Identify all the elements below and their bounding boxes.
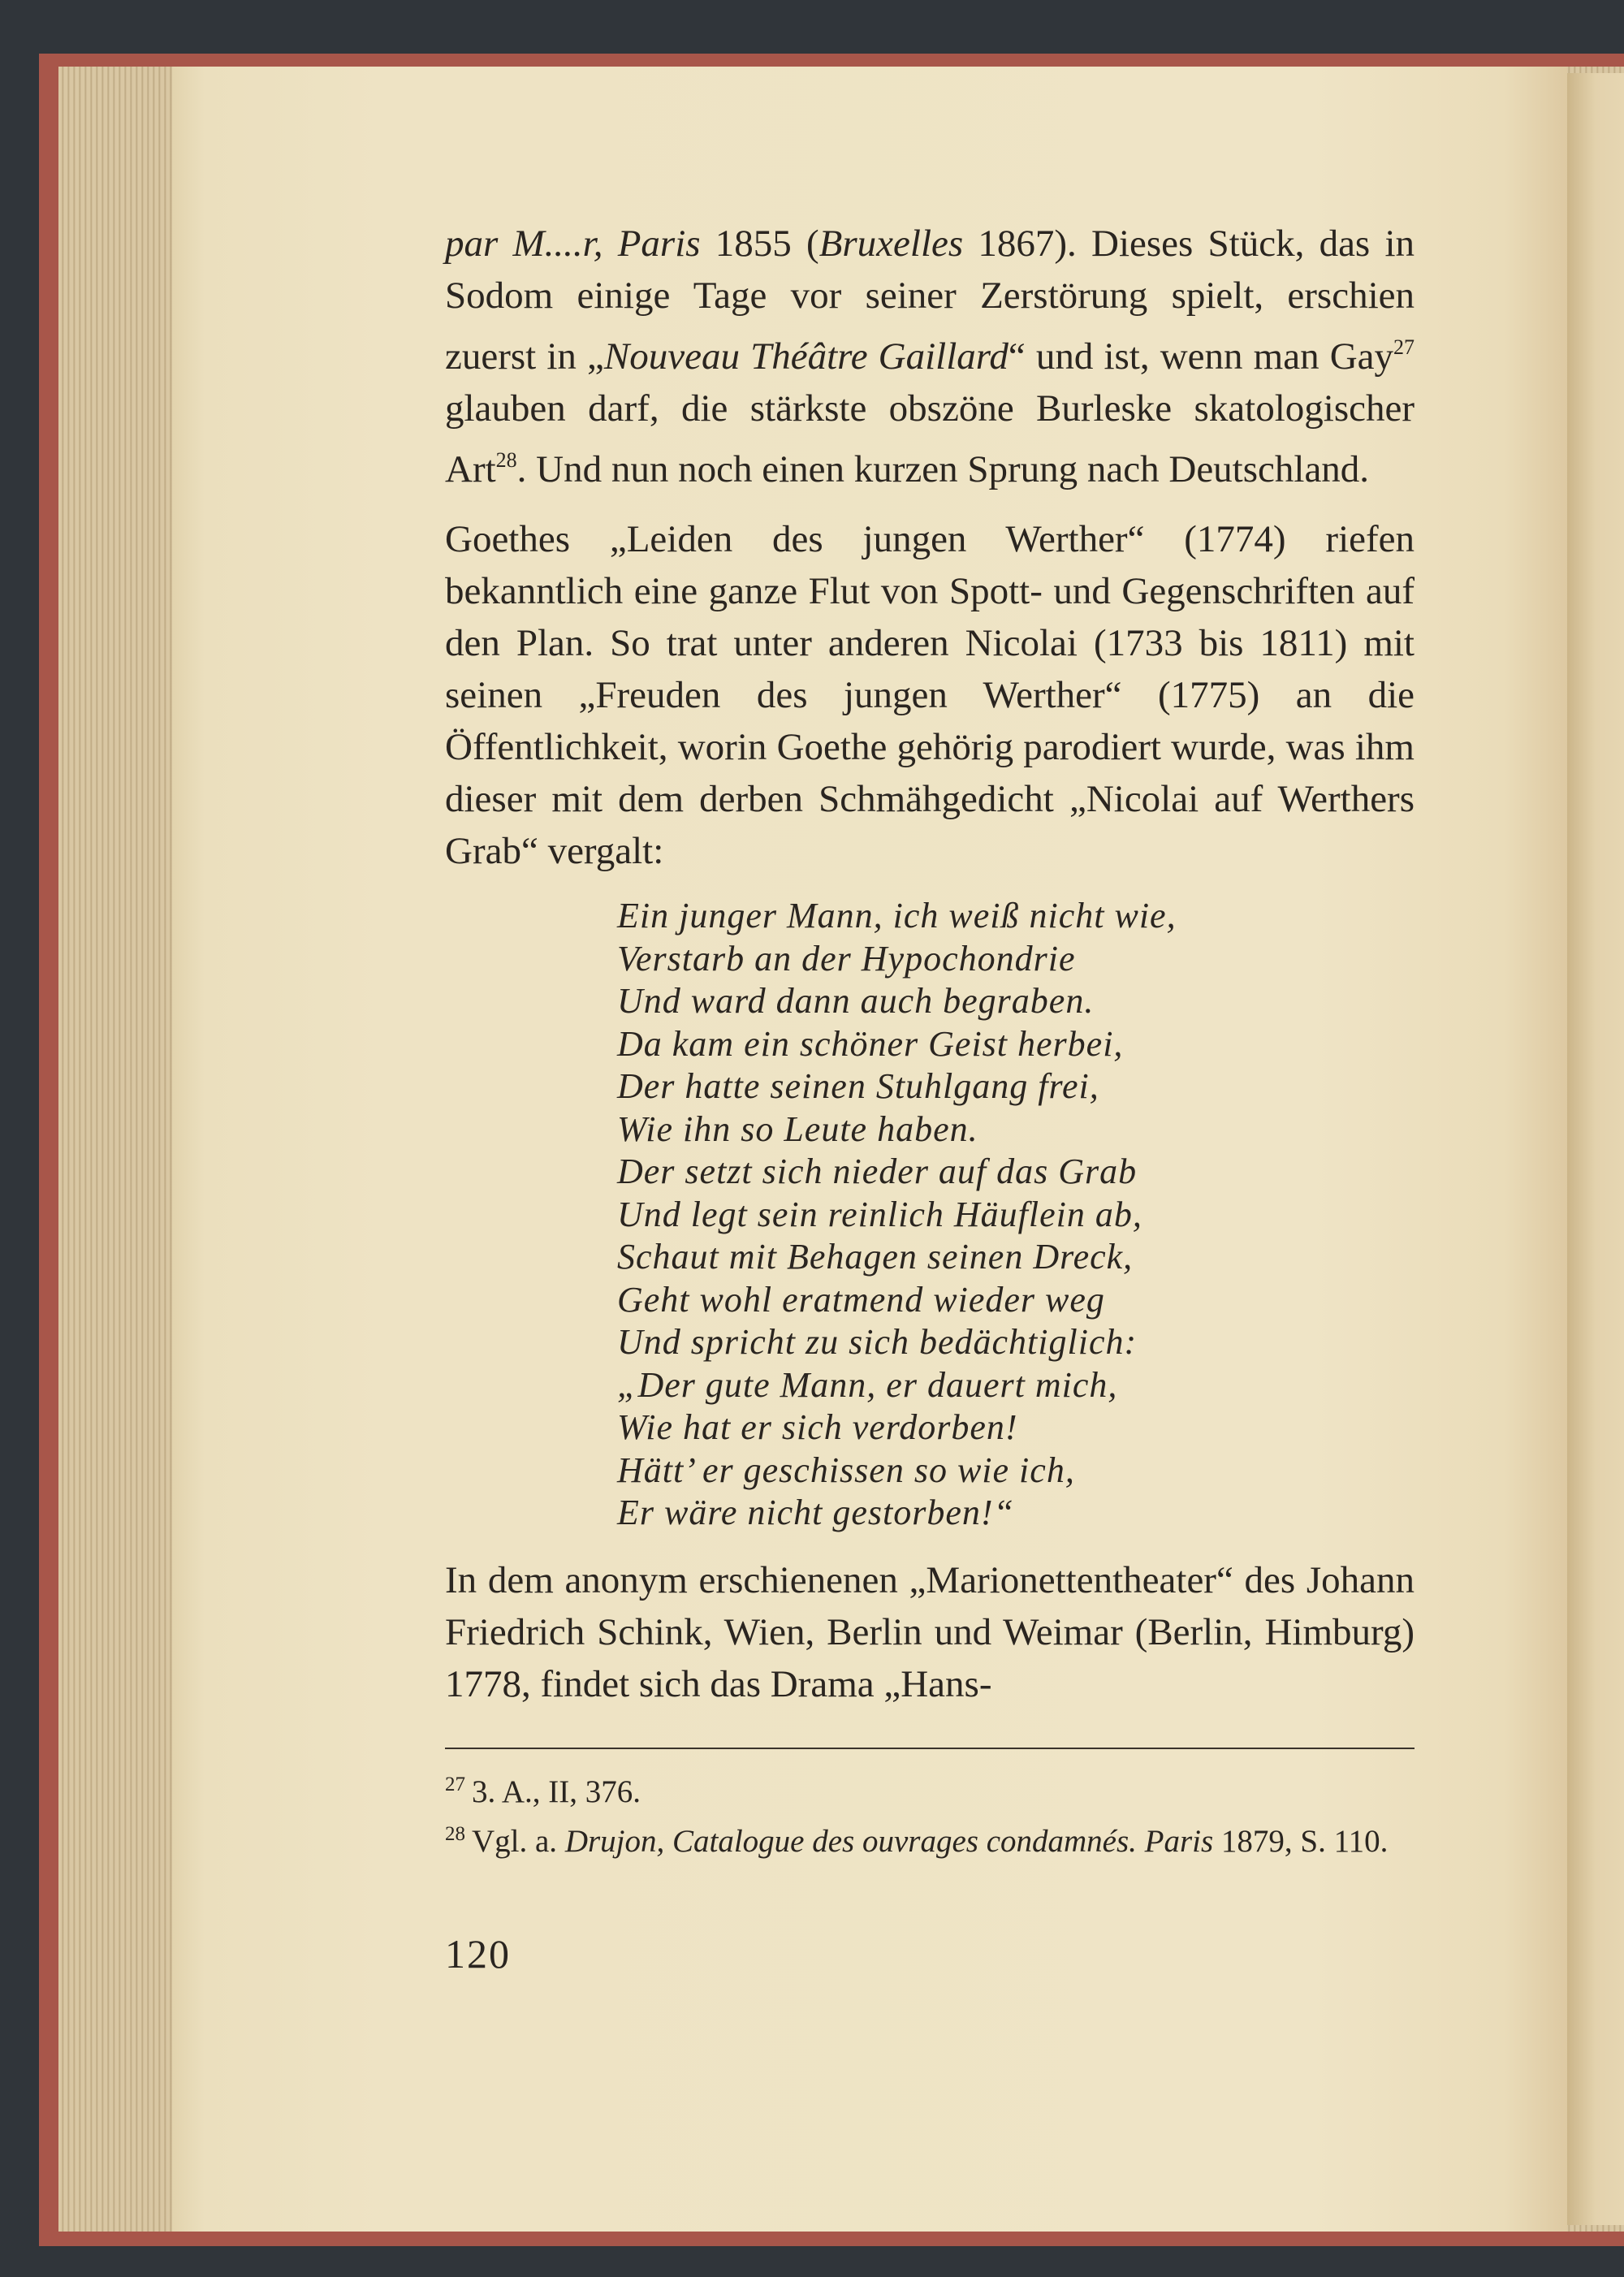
footnote-text: Vgl. a. [472,1823,565,1859]
footnote-title: Drujon, Catalogue des ouvrages condamnés. Paris [564,1823,1214,1859]
poem-line: Ein junger Mann, ich weiß nicht wie, [617,896,1177,935]
text-run: glauben darf, die stärkste obszöne Burleske skatologischer Art [445,387,1415,490]
poem-line: Verstarb an der Hypochondrie [617,938,1076,979]
footnote-divider [445,1748,1415,1749]
footnote-text: 3. A., II, 376. [472,1774,641,1809]
text-run: “ und ist, wenn man Gay [1008,335,1394,378]
text-run: 1855 ( [700,223,819,265]
poem-line: Er wäre nicht gestorben!“ [617,1493,1014,1532]
poem-line: Wie ihn so Leute haben. [617,1108,978,1149]
footnote-ref: 28 [495,448,517,472]
footnote-28 [445,1813,1415,1863]
footnote-text: 1879, S. 110. [1213,1823,1389,1859]
text-run: 1867). Dieses Stück, das in Sodom einige Tage vor seiner Zerstörung spielt, erschien zuerst in „ [445,223,1415,378]
text-run: par M....r, Paris [445,223,701,265]
page-number: 120 [445,1930,511,1977]
poem-line: Der hatte seinen Stuhlgang frei, [617,1066,1099,1106]
paragraph-3: In dem anonym erschienenen „Marionettentheater“ des Johann Friedrich Schink, Wien, Berlin und Weimar (Berlin, Himburg) 1778, findet sich das Drama „Hans- [445,1558,1415,1705]
poem [617,895,1415,1535]
poem-line: Schaut mit Behagen seinen Dreck, [617,1237,1134,1277]
text-run: Nouveau Théâtre Gaillard [603,335,1009,378]
poem-line: „Der gute Mann, er dauert mich, [617,1364,1118,1405]
poem-line: Und spricht zu sich bedächtiglich: [617,1322,1138,1362]
footnote-ref: 27 [1393,335,1415,359]
footnote-number: 28 [445,1822,465,1845]
footnote-27 [445,1764,1415,1813]
poem-line: Da kam ein schöner Geist herbei, [617,1023,1124,1064]
poem-line: Wie hat er sich verdorben! [617,1407,1018,1447]
poem-line: Geht wohl eratmend wieder weg [617,1279,1105,1320]
paragraph-1 [445,218,1415,495]
text-run: Bruxelles [818,223,964,265]
poem-line: Und ward dann auch begraben. [617,981,1095,1021]
poem-line: Der setzt sich nieder auf das Grab [617,1151,1138,1191]
poem-line: Und legt sein reinlich Häuflein ab, [617,1194,1142,1234]
paragraph-2: Goethes „Leiden des jungen Werther“ (1774) riefen bekanntlich eine ganze Flut von Spott- und Gegenschriften auf den Plan. So trat unter anderen Nicolai (1733 bis 1811) mit seinen „Freuden des jungen Werther“ (1775) an die Öffentlichkeit, worin Goethe gehörig parodiert wurde, was ihm dieser mit dem derben Schmähgedicht „Nicolai auf Werthers Grab“ vergalt: [445,518,1415,872]
footnote-number: 27 [445,1773,465,1795]
book-gutter [1567,73,1624,2225]
text-run: . Und nun noch einen kurzen Sprung nach Deutschland. [516,448,1370,490]
poem-line: Hätt’ er geschissen so wie ich, [617,1450,1075,1490]
page-text-block [445,218,1415,1980]
